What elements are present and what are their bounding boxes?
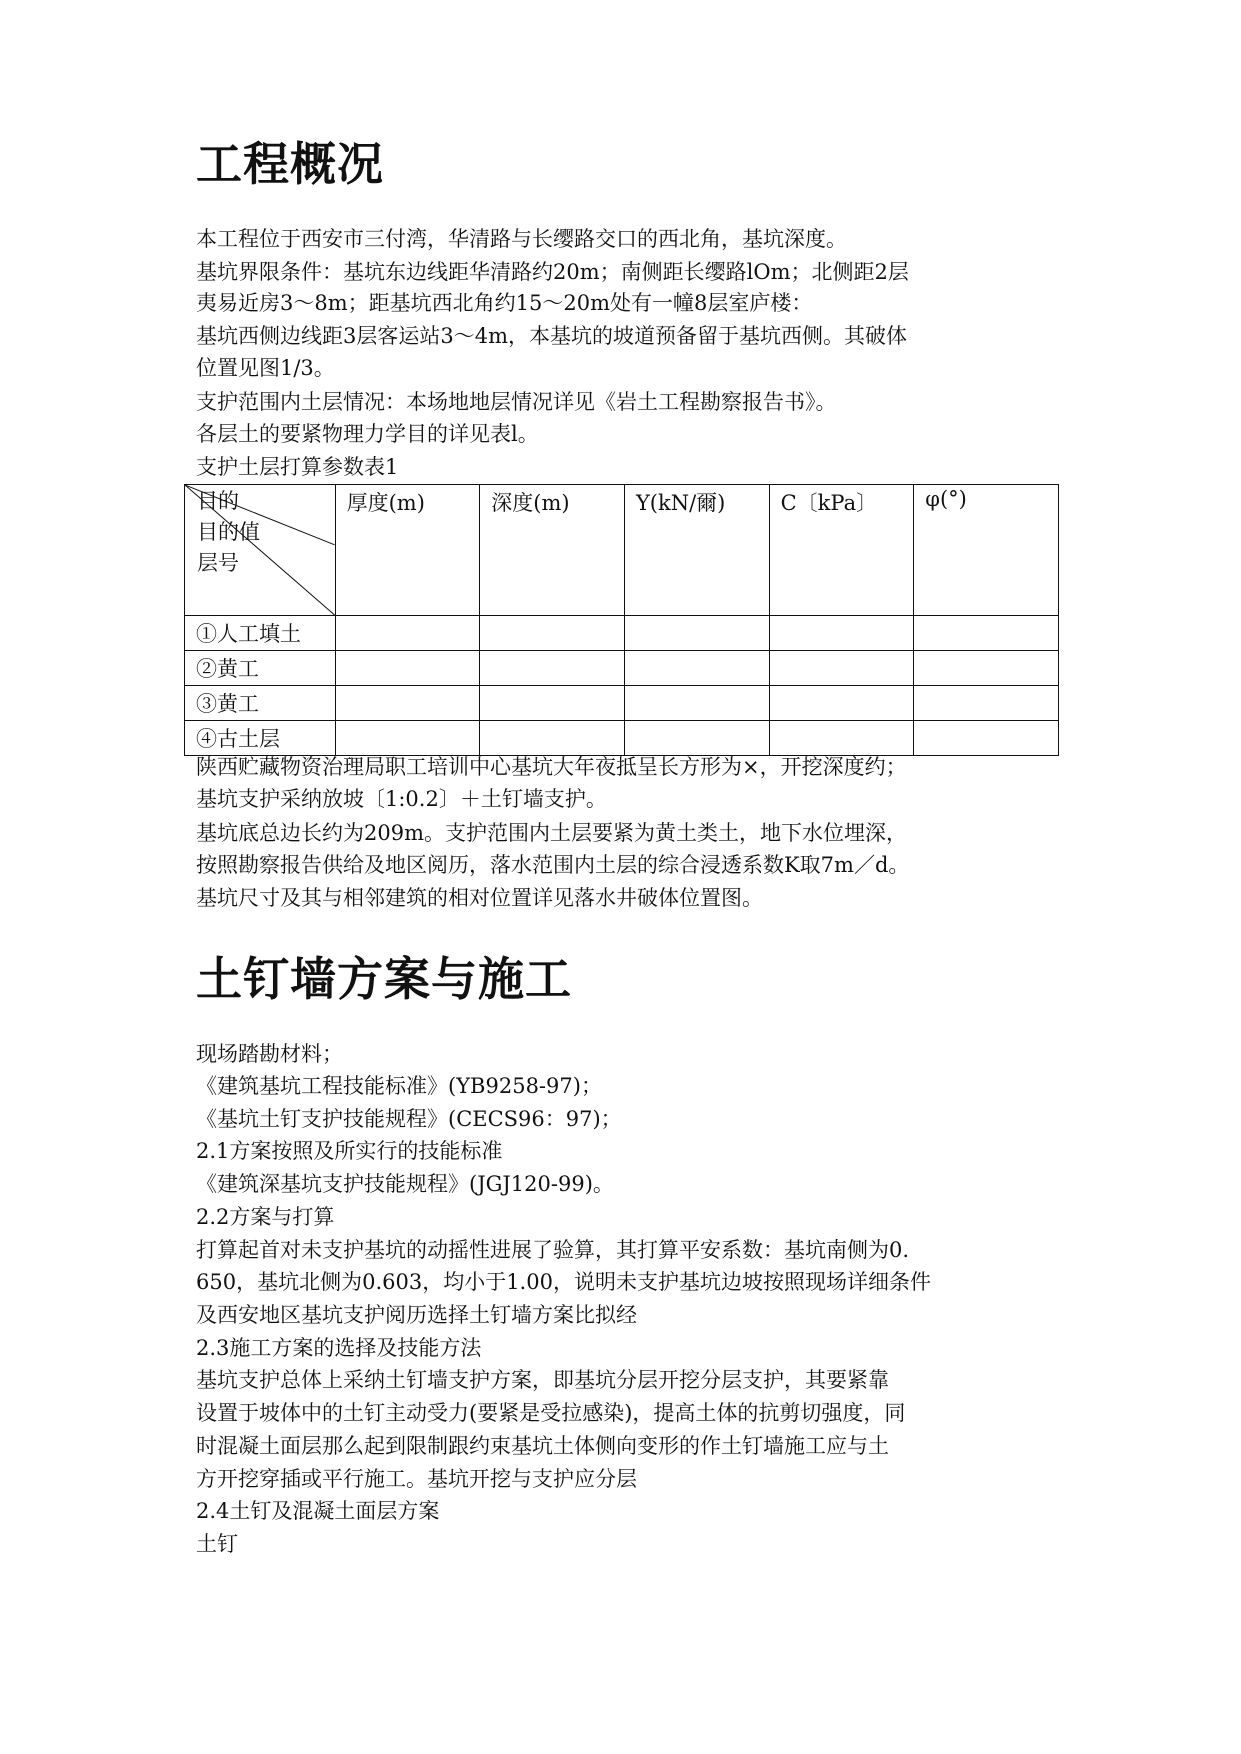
- paragraph-line: 《基坑土钉支护技能规程》(CECS96：97)；: [196, 1107, 622, 1131]
- row-label: ③黄工: [185, 686, 336, 721]
- subsection-heading: 2.3施工方案的选择及技能方法: [196, 1336, 482, 1360]
- table-cell: [335, 616, 480, 651]
- table-corner-cell: [185, 485, 336, 616]
- paragraph-line: 本工程位于西安市三付湾，华清路与长缨路交口的西北角，基坑深度。: [196, 227, 847, 251]
- paragraph-line: 《建筑深基坑支护技能规程》(JGJ120-99)。: [196, 1172, 614, 1196]
- row-label: ②黄工: [185, 651, 336, 686]
- table-cell: [335, 686, 480, 721]
- column-header: Y(kN/爾): [624, 485, 769, 616]
- paragraph-line: 基坑支护总体上采纳土钉墙支护方案，即基坑分层开挖分层支护，其要紧靠: [196, 1368, 889, 1392]
- paragraph-line: 650，基坑北侧为0.603，均小于1.00，说明未支护基坑边坡按照现场详细条件: [196, 1270, 931, 1294]
- table-cell: [624, 651, 769, 686]
- table-row: [185, 651, 1059, 686]
- paragraph-line: 设置于坡体中的土钉主动受力(要紧是受拉感染)，提高土体的抗剪切强度，同: [196, 1401, 906, 1425]
- table-cell: [914, 721, 1059, 756]
- table-cell: [335, 651, 480, 686]
- table-header-row: [185, 485, 1059, 616]
- paragraph-line: 各层土的要紧物理力学目的详见表l。: [196, 422, 539, 446]
- paragraph-line: 时混凝土面层那么起到限制跟约束基坑土体侧向变形的作土钉墙施工应与土: [196, 1434, 889, 1458]
- table-row: [185, 721, 1059, 756]
- paragraph-line: 按照勘察报告供给及地区阅历，落水范围内土层的综合浸透系数K取7m／d。: [196, 853, 910, 877]
- row-label: ④古土层: [185, 721, 336, 756]
- table-cell: [769, 651, 914, 686]
- paragraph-line: 基坑尺寸及其与相邻建筑的相对位置详见落水井破体位置图。: [196, 886, 763, 910]
- table-cell: [914, 686, 1059, 721]
- table-cell: [624, 721, 769, 756]
- column-header: 深度(m): [480, 485, 625, 616]
- section-heading-overview: 工程概况: [196, 137, 384, 191]
- paragraph-line: 基坑界限条件：基坑东边线距华清路约20m；南侧距长缨路lOm；北侧距2层: [196, 260, 909, 284]
- corner-label-target: 目的: [197, 489, 239, 513]
- paragraph-line: 及西安地区基坑支护阅历选择土钉墙方案比拟经: [196, 1303, 637, 1327]
- subsection-heading: 2.4土钉及混凝土面层方案: [196, 1499, 440, 1523]
- table-cell: [624, 616, 769, 651]
- column-header: 厚度(m): [335, 485, 480, 616]
- paragraph-line: 夷易近房3～8m；距基坑西北角约15～20m处有一幢8层室庐楼：: [196, 291, 813, 315]
- subsection-heading: 2.1方案按照及所实行的技能标准: [196, 1139, 503, 1163]
- table-cell: [624, 686, 769, 721]
- table-row: [185, 616, 1059, 651]
- table-cell: [769, 721, 914, 756]
- paragraph-line: 基坑底总边长约为209m。支护范围内土层要紧为黄土类土，地下水位埋深，: [196, 821, 907, 845]
- table-caption: 支护土层打算参数表1: [196, 455, 399, 479]
- table-cell: [914, 616, 1059, 651]
- corner-label-layer-no: 层号: [197, 551, 239, 575]
- soil-parameter-table: [184, 484, 1059, 756]
- paragraph-line: 打算起首对未支护基坑的动摇性进展了验算，其打算平安系数：基坑南侧为0.: [196, 1238, 910, 1262]
- paragraph-line: 土钉: [196, 1532, 238, 1556]
- paragraph-line: 陕西贮藏物资治理局职工培训中心基坑大年夜抵呈长方形为×，开挖深度约；: [196, 755, 907, 779]
- paragraph-line: 位置见图1/3。: [196, 356, 335, 380]
- column-header: φ(°): [914, 485, 1059, 616]
- table-cell: [914, 651, 1059, 686]
- paragraph-line: 方开挖穿插或平行施工。基坑开挖与支护应分层: [196, 1467, 637, 1491]
- subsection-heading: 2.2方案与打算: [196, 1205, 335, 1229]
- column-header: C〔kPa〕: [769, 485, 914, 616]
- paragraph-line: 支护范围内土层情况：本场地地层情况详见《岩土工程勘察报告书》。: [196, 390, 837, 414]
- row-label: ①人工填土: [185, 616, 336, 651]
- paragraph-line: 基坑支护采纳放坡〔1:0.2〕＋土钉墙支护。: [196, 787, 607, 811]
- table-cell: [480, 616, 625, 651]
- table-cell: [335, 721, 480, 756]
- table-cell: [480, 721, 625, 756]
- corner-label-target-value: 目的值: [197, 520, 260, 544]
- paragraph-line: 《建筑基坑工程技能标准》(YB9258-97)；: [196, 1074, 602, 1098]
- paragraph-line: 基坑西侧边线距3层客运站3～4m，本基坑的坡道预备留于基坑西侧。其破体: [196, 324, 907, 348]
- table-cell: [769, 686, 914, 721]
- table-row: [185, 686, 1059, 721]
- table-cell: [480, 686, 625, 721]
- paragraph-line: 现场踏勘材料；: [196, 1042, 343, 1066]
- table-cell: [480, 651, 625, 686]
- section-heading-soil-nail-wall: 土钉墙方案与施工: [196, 952, 572, 1006]
- table-cell: [769, 616, 914, 651]
